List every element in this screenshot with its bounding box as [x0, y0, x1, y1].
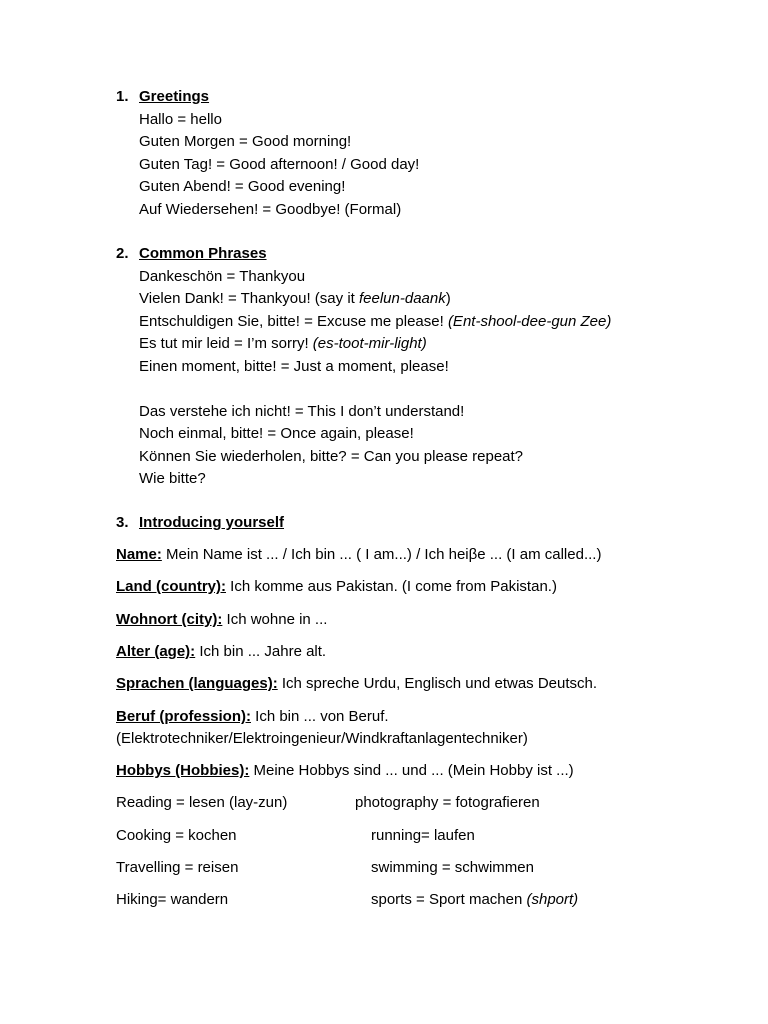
- land-label: Land (country):: [116, 578, 226, 595]
- phrase-text: ): [445, 290, 451, 307]
- greetings-number: 1.: [116, 88, 129, 105]
- hobby-row: [116, 889, 736, 912]
- intro-beruf-line: [116, 706, 389, 729]
- hobbys-label: Hobbys (Hobbies):: [116, 762, 250, 779]
- intro-beruf-line-2: (Elektrotechniker/Elektroingenieur/Windkraftanlagentechniker): [116, 730, 528, 747]
- sprachen-text: Ich spreche Urdu, Englisch und etwas Deutsch.: [277, 675, 598, 692]
- greetings-line: Guten Morgen = Good morning!: [139, 133, 352, 150]
- intro-hobbys-line: [116, 760, 574, 783]
- hobby-pronunciation: (shport): [526, 891, 579, 908]
- intro-heading: [116, 512, 736, 535]
- phrase-line: Noch einmal, bitte! = Once again, please!: [139, 425, 414, 442]
- greetings-heading: [116, 86, 736, 109]
- wohnort-label: Wohnort (city):: [116, 611, 223, 628]
- phrase-pronunciation: (es-toot-mir-light): [312, 335, 427, 352]
- phrases-heading: [116, 243, 736, 266]
- phrase-line: Dankeschön = Thankyou: [139, 267, 306, 285]
- phrase-line: Einen moment, bitte! = Just a moment, please!: [139, 357, 449, 375]
- wohnort-text: Ich wohne in ...: [222, 611, 328, 628]
- hobby-right: photography = fotografieren: [355, 794, 540, 811]
- intro-name-line: [116, 544, 601, 567]
- phrase-line: Können Sie wiederholen, bitte? = Can you please repeat?: [139, 447, 524, 465]
- intro-sprachen-line: [116, 673, 597, 696]
- name-label: Name:: [116, 546, 162, 563]
- greetings-list: [116, 109, 736, 222]
- phrase-line: [139, 288, 736, 311]
- hobby-right: swimming = schwimmen: [371, 859, 534, 876]
- hobby-left: Reading = lesen (lay-zun): [116, 794, 288, 811]
- phrase-text: Es tut mir leid = I’m sorry!: [139, 335, 313, 352]
- intro-land-line: [116, 576, 557, 599]
- beruf-label: Beruf (profession):: [116, 708, 251, 725]
- greetings-line: Auf Wiedersehen! = Goodbye! (Formal): [139, 200, 402, 218]
- greetings-title: Greetings: [139, 88, 210, 105]
- beruf-text: Ich bin ... von Beruf.: [251, 708, 389, 725]
- hobby-row: [116, 825, 736, 848]
- land-text: Ich komme aus Pakistan. (I come from Pakistan.): [226, 578, 557, 595]
- hobby-right: [371, 889, 578, 912]
- intro-wohnort-line: [116, 609, 327, 632]
- hobby-right: running= laufen: [371, 827, 475, 844]
- hobby-left: Travelling = reisen: [116, 859, 239, 876]
- greetings-section: [116, 86, 736, 221]
- phrase-line: [139, 311, 736, 334]
- hobby-left: Hiking= wandern: [116, 891, 229, 908]
- alter-label: Alter (age):: [116, 643, 196, 660]
- greetings-line: Guten Tag! = Good afternoon! / Good day!: [139, 155, 420, 173]
- name-text: Mein Name ist ... / Ich bin ... ( I am...) / Ich heiβe ... (I am called...): [161, 546, 602, 563]
- greetings-line: Hallo = hello: [139, 110, 222, 128]
- spacer: [139, 378, 736, 401]
- phrase-line: [139, 333, 736, 356]
- intro-section: [116, 512, 736, 535]
- phrase-pronunciation: (Ent-shool-dee-gun Zee): [447, 312, 612, 330]
- phrases-section: [116, 243, 736, 491]
- intro-alter-line: [116, 641, 326, 664]
- phrase-text: Vielen Dank! = Thankyou! (say it: [139, 290, 359, 307]
- sprachen-label: Sprachen (languages):: [116, 675, 278, 692]
- phrase-text: Entschuldigen Sie, bitte! = Excuse me please!: [139, 312, 448, 330]
- alter-text: Ich bin ... Jahre alt.: [195, 643, 327, 660]
- hobby-row: [116, 792, 736, 815]
- intro-number: 3.: [116, 514, 129, 531]
- phrases-number: 2.: [116, 245, 129, 262]
- hobbys-text: Meine Hobbys sind ... und ... (Mein Hobby ist ...): [249, 762, 574, 779]
- phrases-title: Common Phrases: [139, 245, 267, 262]
- greetings-line: Guten Abend! = Good evening!: [139, 178, 346, 195]
- hobby-right-text: sports = Sport machen: [371, 891, 527, 908]
- intro-title: Introducing yourself: [139, 514, 285, 531]
- phrase-line: Das verstehe ich nicht! = This I don’t understand!: [139, 402, 465, 420]
- phrase-line: Wie bitte?: [139, 470, 206, 487]
- phrase-pronunciation: feelun-daank: [358, 290, 446, 307]
- phrases-list: [116, 266, 736, 491]
- hobby-left: Cooking = kochen: [116, 827, 237, 844]
- hobby-row: [116, 857, 736, 880]
